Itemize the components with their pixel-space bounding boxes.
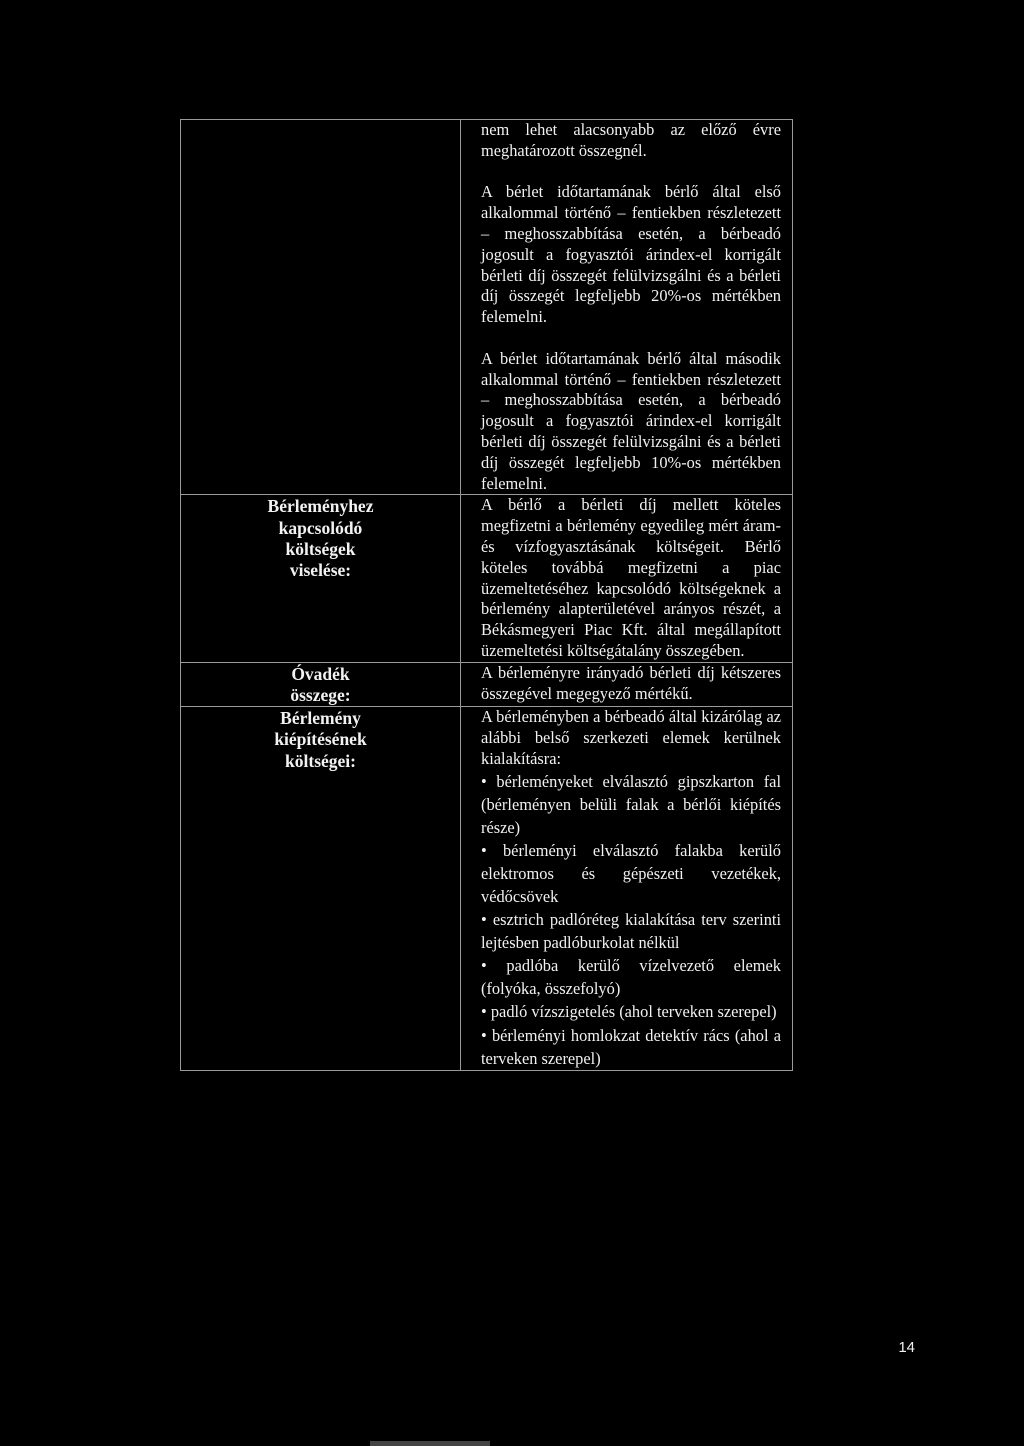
row-label-line: összege: <box>290 684 351 705</box>
list-item: • bérleményi elválasztó falakba kerülő elektromos és gépészeti vezetékek, védőcsövek <box>481 839 781 908</box>
list-item: • padlóba kerülő vízelvezető elemek (folyóka, összefolyó) <box>481 954 781 1000</box>
table-row <box>181 662 793 706</box>
text-cell <box>461 495 793 662</box>
paragraph-intro: A bérleményben a bérbeadó által kizárólag az alábbi belső szerkezeti elemek kerülnek kialakításra: <box>481 707 781 768</box>
bullet-list <box>481 770 781 1070</box>
lease-terms-table <box>180 119 793 1071</box>
text-cell <box>461 707 793 1071</box>
table-row <box>181 707 793 1071</box>
paragraph: A bérlet időtartamának bérlő által második alkalommal történő – fentiekben részletezett – meghosszabbítása esetén, a bérbeadó jogosult a fogyasztói árindex-el korrigált bérleti díj összegét felülvizsgálni és a bérleti díj összegét legfeljebb 10%-os mértékben felemelni. <box>481 348 781 493</box>
label-cell-empty <box>181 120 461 495</box>
row-label-line: viselése: <box>289 559 352 580</box>
row-label-line: kiépítésének <box>274 729 367 750</box>
row-label-line: költségei: <box>285 750 356 771</box>
paragraph: A bérleményre irányadó bérleti díj kétszeres összegével megegyező mértékű. <box>481 662 781 703</box>
list-item: • bérleményeket elválasztó gipszkarton fal (bérleményen belüli falak a bérlői kiépítés része) <box>481 770 781 839</box>
list-item: • padló vízszigetelés (ahol terveken szerepel) <box>481 1000 781 1023</box>
paragraph: nem lehet alacsonyabb az előző évre meghatározott összegnél. <box>481 120 781 160</box>
list-item: • bérleményi homlokzat detektív rács (ahol a terveken szerepel) <box>481 1024 781 1070</box>
row-label-line: költségek <box>285 538 356 559</box>
text-cell <box>461 120 793 495</box>
text-cell <box>461 662 793 706</box>
scan-edge-mark <box>370 1441 490 1446</box>
row-label-line: Óvadék <box>291 663 350 684</box>
list-item: • esztrich padlóréteg kialakítása terv szerinti lejtésben padlóburkolat nélkül <box>481 908 781 954</box>
label-cell <box>181 662 461 706</box>
table-row <box>181 120 793 495</box>
label-cell <box>181 707 461 1071</box>
table-row <box>181 495 793 662</box>
row-label-line: kapcsolódó <box>278 517 363 538</box>
paragraph: A bérlő a bérleti díj mellett köteles megfizetni a bérlemény egyedileg mért áram- és vízfogyasztásának költségeit. Bérlő köteles továbbá megfizetni a piac üzemeltetéséhez kapcsolódó költségeknek a bérlemény alapterületével arányos részét, a Békásmegyeri Piac Kft. által megállapított üzemeltetési költségátalány összegében. <box>481 495 781 660</box>
row-label-line: Bérlemény <box>280 708 361 729</box>
page-number: 14 <box>898 1339 915 1356</box>
paragraph: A bérlet időtartamának bérlő által első alkalommal történő – fentiekben részletezett – meghosszabbítása esetén, a bérbeadó jogosult a fogyasztói árindex-el korrigált bérleti díj összegét felülvizsgálni és a bérleti díj összegét legfeljebb 20%-os mértékben felemelni. <box>481 182 781 327</box>
row-label-line: Bérleményhez <box>267 496 374 517</box>
label-cell <box>181 495 461 662</box>
